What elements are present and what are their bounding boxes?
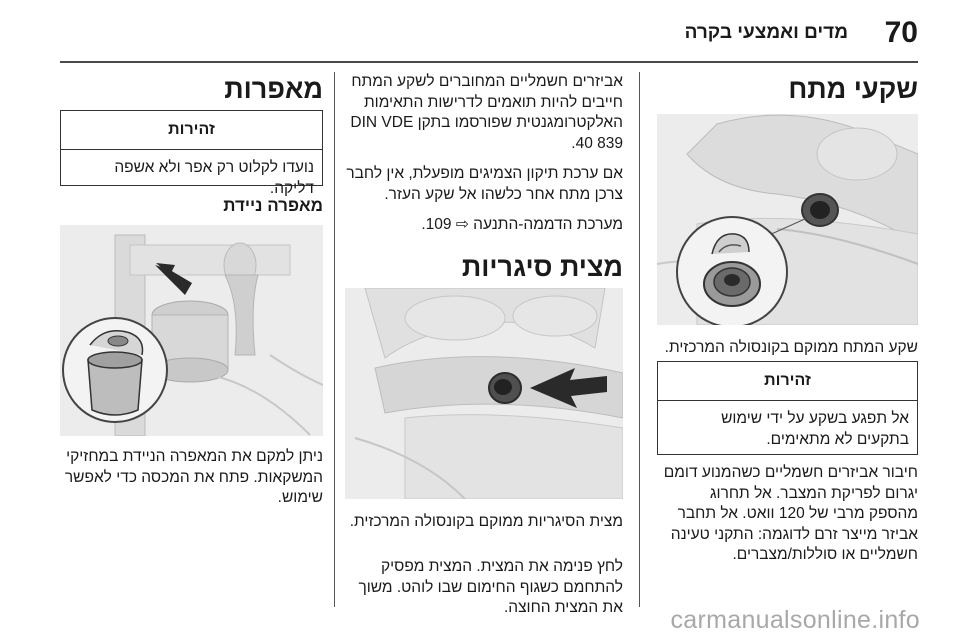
portable-ashtray-figure <box>60 225 323 436</box>
stop-start-text: מערכת הדממה-התנעה <box>473 216 623 233</box>
tyre-repair-paragraph: אם ערכת תיקון הצמיגים מופעלת, אין לחבר צרכן מתח אחר כלשהו אל שקע העזר. <box>346 165 623 203</box>
watermark-text: carmanualsonline.info <box>670 606 920 634</box>
section-heading-power-sockets: שקעי מתח <box>788 74 918 104</box>
emc-paragraph: אביזרים חשמליים המחוברים לשקע המתח חייבים להיות תואמים לדרישות התאימות האלקטרומגנטית שפורסמו בתקן DIN VDE 40 839. <box>350 73 623 152</box>
cigarette-lighter-illustration <box>345 288 623 499</box>
cigarette-lighter-figure <box>345 288 623 499</box>
power-socket-body: חיבור אביזרים חשמליים כשהמנוע דומם יגרום לפריקת המצבר. אל תחרוג מהספק מרבי של 120 וואט. אל תחבר אביזר מייצר זרם לדוגמה: התקני טעינה חשמליים או סוללות/מצברים. <box>663 464 918 563</box>
stop-start-reference <box>345 215 623 236</box>
left-column <box>60 72 323 106</box>
portable-ashtray-subheading: מאפרה ניידת <box>223 196 323 215</box>
page-number: 70 <box>884 16 918 49</box>
page-reference-arrow-icon: ⇨ <box>455 216 469 233</box>
cigarette-lighter-caption: מצית הסיגריות ממוקם בקונסולה המרכזית. <box>349 513 623 530</box>
chapter-title: מדים ואמצעי בקרה <box>684 22 848 43</box>
portable-ashtray-illustration <box>60 225 323 436</box>
middle-column <box>345 72 623 284</box>
power-socket-caption: שקע המתח ממוקם בקונסולה המרכזית. <box>664 339 918 356</box>
page-header <box>60 14 918 54</box>
ashtray-warning-text: נועדו לקלוט רק אפר ולא אשפה דליקה. <box>114 159 314 197</box>
section-heading-cigarette-lighter: מצית סיגריות <box>461 251 623 282</box>
cigarette-lighter-body: לחץ פנימה את המצית. המצית מפסיק להתחמם כשגוף החימום שבו לוהט. משוך את המצית החוצה. <box>358 558 623 616</box>
power-socket-illustration <box>657 114 918 325</box>
power-socket-warning-box <box>657 361 918 455</box>
warning-title: זהירות <box>658 362 917 401</box>
power-socket-figure <box>657 114 918 325</box>
ashtray-warning-title: זהירות <box>61 111 322 150</box>
warning-text: אל תפגע בשקע על ידי שימוש בתקעים לא מתאימים. <box>721 410 909 448</box>
section-heading-ashtrays: מאפרות <box>224 74 323 104</box>
ashtray-warning-box <box>60 110 323 197</box>
right-column <box>657 72 918 106</box>
portable-ashtray-body: ניתן למקם את המאפרה הניידת במחזיקי המשקאות. פתח את המכסה כדי לאפשר שימוש. <box>64 448 323 506</box>
page-reference-number[interactable]: 109. <box>421 216 452 233</box>
header-divider <box>60 61 918 63</box>
column-divider-right <box>639 72 640 607</box>
column-divider-left <box>334 72 335 607</box>
